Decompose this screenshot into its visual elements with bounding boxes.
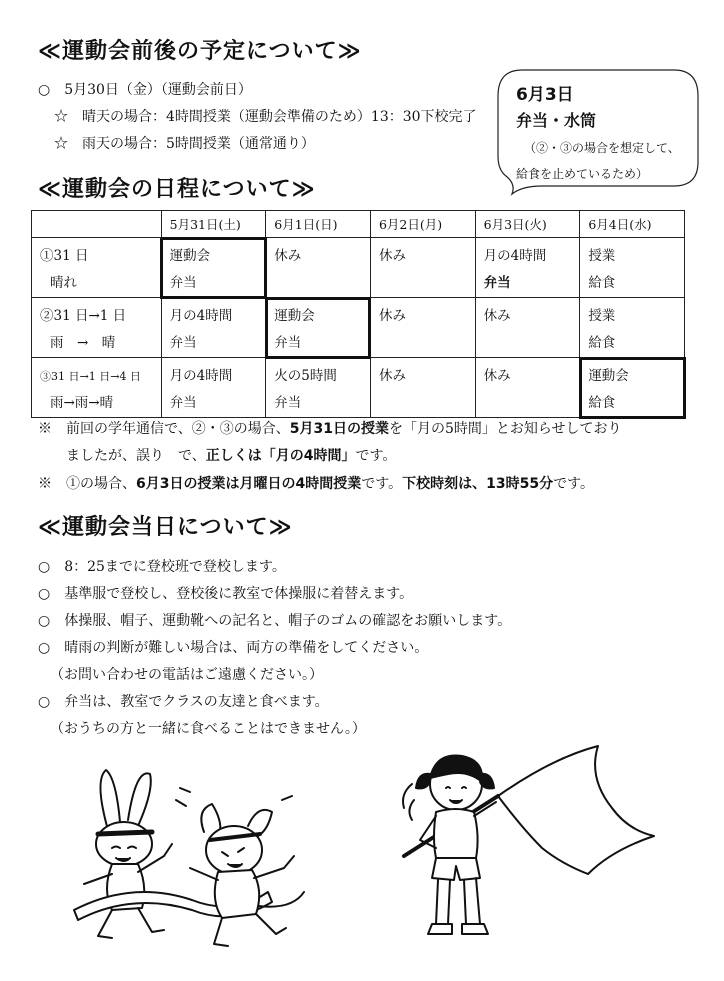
cell-line: 月の4時間 [169, 308, 233, 324]
running-animals-illustration [72, 760, 312, 950]
bubble-title: 6月3日 [516, 85, 574, 105]
table-header-cell [32, 211, 162, 238]
note-emphasis: 正しくは「月の4時間」 [205, 448, 356, 464]
cell-line: 弁当 [274, 335, 302, 351]
cell-line: 運動会 [274, 308, 315, 324]
day-item: ○ 体操服、帽子、運動靴への記名と、帽子のゴムの確認をお願いします。 [38, 613, 512, 629]
cell-line: 休み [378, 368, 406, 384]
cell-line: 火の5時間 [274, 368, 337, 384]
note-emphasis: 下校時刻は、13時55分 [402, 476, 554, 492]
row-label-cell [32, 298, 162, 358]
bubble-note-1: （②・③の場合を想定して、 [524, 141, 680, 155]
girl-with-flag-illustration [392, 738, 674, 950]
table-header-cell: 6月3日(火) [475, 211, 580, 238]
cell-line: 弁当 [169, 275, 197, 291]
section-heading-before-after: ≪運動会前後の予定について≫ [38, 39, 362, 64]
table-cell [161, 358, 266, 418]
day-item: ○ 晴雨の判断が難しい場合は、両方の準備をしてください。 [38, 640, 429, 656]
cell-line: 月の4時間 [483, 248, 547, 264]
note-emphasis: 6月3日の授業は月曜日の4時間授業 [136, 476, 362, 492]
note-text: を「月の5時間」とお知らせしており [388, 421, 622, 437]
table-cell [266, 358, 371, 418]
table-cell [161, 298, 266, 358]
table-row [32, 238, 685, 298]
cell-line-bold: 弁当 [483, 275, 511, 291]
cell-line: 給食 [588, 275, 616, 291]
note-text: ましたが、誤り で、 [66, 448, 206, 464]
row-label-cell [32, 238, 162, 298]
table-row [32, 298, 685, 358]
june3-note [38, 473, 594, 493]
row-label-cell [32, 358, 162, 418]
cell-line: 給食 [588, 335, 616, 351]
day-item: ○ 弁当は、教室でクラスの友達と食べます。 [38, 694, 329, 710]
row-label-case: ②31 日→1 日 [40, 308, 127, 324]
cell-line: 弁当 [169, 395, 197, 411]
table-cell [161, 238, 266, 298]
schedule-item-sunny: ☆ 晴天の場合：4時間授業（運動会準備のため）13：30下校完了 [54, 109, 477, 125]
bubble-subtitle: 弁当・水筒 [516, 111, 597, 130]
table-cell [475, 238, 580, 298]
cell-line: 弁当 [169, 335, 197, 351]
note-text: です。 [355, 448, 397, 464]
table-cell [580, 238, 685, 298]
cell-line: 休み [378, 308, 406, 324]
day-item-note: （おうちの方と一緒に食べることはできません。） [50, 721, 366, 737]
day-item-note: （お問い合わせの電話はご遠慮ください。） [50, 667, 323, 683]
cell-line: 休み [274, 248, 302, 264]
note-emphasis: 5月31日の授業 [289, 421, 389, 437]
row-label-weather: 雨→雨→晴 [50, 395, 114, 411]
table-row [32, 358, 685, 418]
table-cell [266, 238, 371, 298]
table-cell [370, 298, 475, 358]
cell-line: 運動会 [588, 368, 629, 384]
table-cell [580, 298, 685, 358]
correction-note-line1 [38, 418, 621, 438]
table-header-cell: 6月2日(月) [370, 211, 475, 238]
row-label-case: ③31 日→1 日→4 日 [40, 370, 141, 383]
note-text: ※ ①の場合、 [38, 476, 136, 492]
note-text: ※ 前回の学年通信で、②・③の場合、 [38, 421, 290, 437]
bubble-note-2: 給食を止めているため） [516, 167, 649, 181]
cell-line: 休み [483, 308, 511, 324]
table-cell [475, 298, 580, 358]
table-header-cell: 5月31日(土) [161, 211, 266, 238]
cell-line: 弁当 [274, 395, 302, 411]
correction-note-line2 [66, 445, 396, 465]
cell-line: 給食 [588, 395, 616, 411]
schedule-item-rainy: ☆ 雨天の場合：5時間授業（通常通り） [54, 136, 315, 152]
section-heading-sports-day: ≪運動会当日について≫ [38, 515, 293, 540]
day-item: ○ 基準服で登校し、登校後に教室で体操服に着替えます。 [38, 586, 414, 602]
note-text: です。 [553, 476, 594, 492]
row-label-weather: 晴れ [50, 275, 77, 291]
table-header-cell: 6月1日(日) [266, 211, 371, 238]
note-text: です。 [361, 476, 403, 492]
cell-line: 休み [483, 368, 511, 384]
cell-line: 休み [378, 248, 406, 264]
day-item: ○ 8：25までに登校班で登校します。 [38, 559, 286, 575]
schedule-item-may30: ○ 5月30日（金）（運動会前日） [38, 82, 252, 98]
table-header-row [32, 211, 685, 238]
row-label-case: ①31 日 [40, 248, 89, 264]
table-header-cell: 6月4日(水) [580, 211, 685, 238]
schedule-table [31, 210, 685, 418]
table-cell [370, 358, 475, 418]
cell-line: 運動会 [169, 248, 211, 264]
cell-line: 授業 [588, 248, 616, 264]
table-cell [580, 358, 685, 418]
cell-line: 月の4時間 [169, 368, 233, 384]
table-cell [370, 238, 475, 298]
table-cell [475, 358, 580, 418]
section-heading-schedule: ≪運動会の日程について≫ [38, 177, 316, 202]
table-cell [266, 298, 371, 358]
row-label-weather: 雨 → 晴 [50, 335, 116, 351]
cell-line: 授業 [588, 308, 616, 324]
